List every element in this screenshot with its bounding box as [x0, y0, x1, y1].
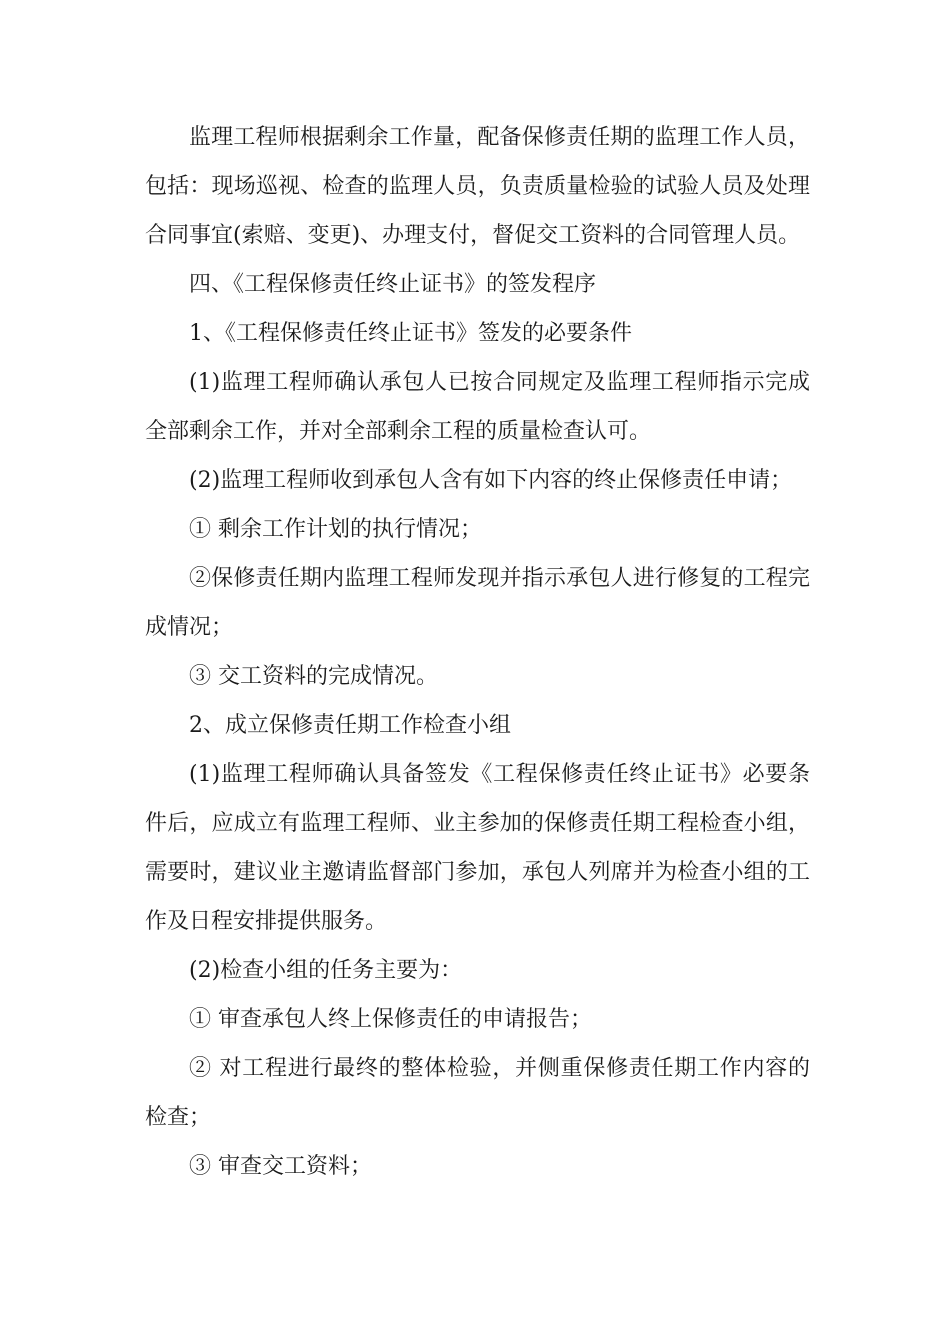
subheading-necessary-conditions: 1、《工程保修责任终止证书》签发的必要条件	[189, 321, 632, 346]
document-body	[145, 113, 810, 1191]
section-heading-4: 四、《工程保修责任终止证书》的签发程序	[189, 272, 597, 297]
subheading-inspection-group: 2、成立保修责任期工作检查小组	[189, 713, 511, 738]
list-item-final-inspection: ② 对工程进行最终的整体检验，并侧重保修责任期工作内容的检查；	[145, 1056, 810, 1130]
list-item-handover-docs: ③ 交工资料的完成情况。	[189, 664, 438, 689]
list-item-repair-completion: ②保修责任期内监理工程师发现并指示承包人进行修复的工程完成情况；	[145, 566, 810, 640]
paragraph-group-formation: (1)监理工程师确认具备签发《工程保修责任终止证书》必要条件后，应成立有监理工程师、业主参加的保修责任期工程检查小组，需要时，建议业主邀请监督部门参加，承包人列席并为检查小组的工作及日程安排提供服务。	[145, 762, 810, 934]
paragraph-condition-2: (2)监理工程师收到承包人含有如下内容的终止保修责任申请；	[189, 468, 793, 493]
paragraph-staffing: 监理工程师根据剩余工作量，配备保修责任期的监理工作人员，包括：现场巡视、检查的监理人员，负责质量检验的试验人员及处理合同事宜(索赔、变更)、办理支付，督促交工资料的合同管理人员。	[145, 125, 810, 248]
paragraph-condition-1: (1)监理工程师确认承包人已按合同规定及监理工程师指示完成全部剩余工作，并对全部剩余工程的质量检查认可。	[145, 370, 810, 444]
paragraph-group-tasks: (2)检查小组的任务主要为：	[189, 958, 463, 983]
list-item-review-docs: ③ 审查交工资料；	[189, 1154, 372, 1179]
list-item-review-application: ① 审查承包人终上保修责任的申请报告；	[189, 1007, 592, 1032]
list-item-remaining-work: ① 剩余工作计划的执行情况；	[189, 517, 482, 542]
